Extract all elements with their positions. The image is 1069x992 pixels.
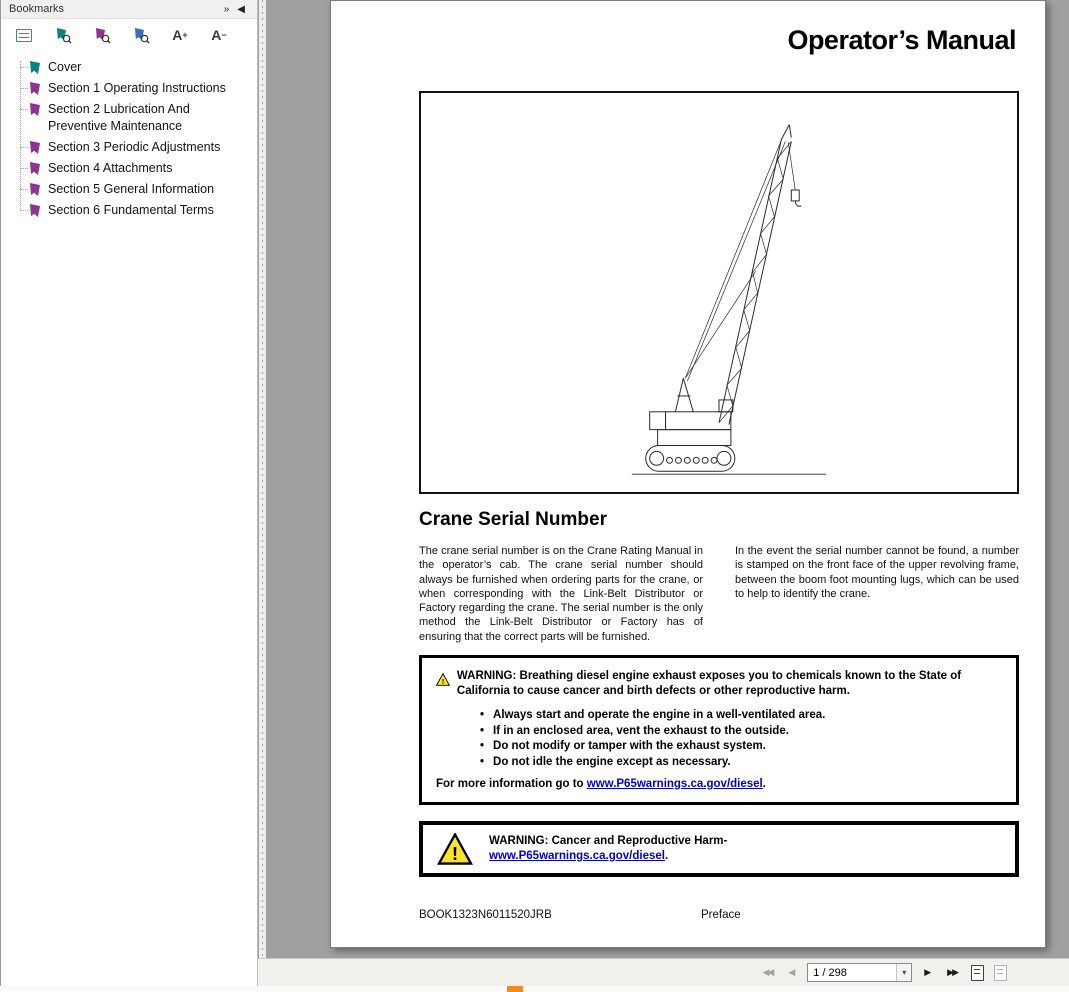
bullet-text: • Do not modify or tamper with the exhaust system. [493,740,766,752]
increase-text-size-button[interactable] [169,25,191,45]
bookmark-label: Section 5 General Information [48,182,215,196]
warning-triangle-icon [436,669,450,690]
pdf-page [330,0,1046,948]
teal-bookmark-find-icon [54,27,72,44]
bookmark-flag-icon [28,81,42,96]
bookmark-item-section-3[interactable] [1,137,253,158]
expand-panel-icon[interactable]: » [223,3,230,15]
decrease-text-label: A [211,27,222,43]
bookmark-label: Section 3 Periodic Adjustments [48,140,221,154]
warning-bullet [480,724,1002,740]
page-number-combobox [807,963,912,982]
bookmark-flag-icon [28,182,42,197]
taskbar-active-item[interactable] [507,986,523,992]
page-number-input[interactable] [808,964,896,981]
bookmark-item-section-4[interactable] [1,158,253,179]
book-number: BOOK1323N6011520JRB [419,909,552,921]
bookmark-label: Section 2 Lubrication And Preventive Maintenance [48,102,190,133]
p65-diesel-link[interactable]: www.P65warnings.ca.gov/diesel [586,778,763,790]
bookmark-label: Section 1 Operating Instructions [48,81,226,95]
blue-bookmark-icon [132,27,150,44]
more-info-prefix: For more information go to [436,778,587,790]
body-text-columns [419,544,1019,644]
continuous-view-icon[interactable] [994,965,1007,981]
increase-text-sup: + [182,29,188,40]
page-navigation-bar [258,958,1069,986]
bookmark-item-section-5[interactable] [1,179,253,200]
page-dropdown-caret-icon[interactable]: ▾ [896,964,911,981]
bookmark-item-section-6[interactable] [1,200,253,221]
p65-diesel-link-2[interactable]: www.P65warnings.ca.gov/diesel [489,850,665,862]
bookmark-item-cover[interactable] [1,57,253,78]
warning-bullet [480,708,1002,724]
decrease-text-sup: − [221,29,227,40]
more-info-line [436,778,1002,790]
bookmark-item-section-2[interactable] [1,99,253,137]
first-page-button[interactable]: ◀◀ [762,967,773,977]
bullet-text: • Always start and operate the engine in a well-ventilated area. [493,709,826,721]
preface-label: Preface [701,909,741,921]
bookmarks-panel-title: Bookmarks [9,3,65,15]
cancer-warning-box [419,821,1019,877]
bookmarks-toolbar [1,19,257,49]
warning-bullet-list [480,708,1002,770]
bookmark-label: Section 4 Attachments [48,161,173,175]
warning-bullet [480,739,1002,755]
bookmark-flag-icon [28,60,42,75]
bookmark-settings-button[interactable] [130,25,152,45]
bookmark-list [1,49,257,221]
warning-bullet [480,755,1002,771]
decrease-text-size-button[interactable] [208,25,230,45]
increase-text-label: A [172,27,183,43]
panel-options-icon [16,29,32,42]
crane-illustration [421,93,1017,492]
bookmark-flag-icon [28,140,42,155]
document-view-area [266,0,1069,958]
body-text-right-column: In the event the serial number cannot be found, a number is stamped on the front face of the upper revolving frame, between the boom foot mounting lugs, which can be used to help to identify the crane. [735,545,1019,600]
previous-page-button[interactable]: ◀ [788,967,796,977]
svg-text:!: ! [441,676,445,686]
bookmark-flag-icon [28,161,42,176]
bookmarks-panel [0,0,258,986]
section-heading: Crane Serial Number [419,509,607,530]
warning-triangle-icon [437,833,473,865]
page-title: Operator’s Manual [787,25,1016,55]
panel-options-button[interactable] [13,25,35,45]
svg-text:!: ! [451,843,459,865]
expand-current-bookmark-button[interactable] [52,25,74,45]
find-current-bookmark-button[interactable] [91,25,113,45]
more-info-suffix: . [762,778,766,790]
bookmark-flag-icon [28,102,42,117]
taskbar-sliver [0,986,1069,992]
warning2-suffix: . [664,850,669,862]
warning2-heading: WARNING: Cancer and Reproductive Harm- [489,835,728,847]
bookmarks-panel-header [1,0,257,19]
next-page-button[interactable]: ▶ [924,967,932,977]
crane-figure-frame [419,91,1019,494]
bullet-text: • Do not idle the engine except as necessary. [493,755,731,768]
bullet-text: • If in an enclosed area, vent the exhaust to the outside. [493,724,789,737]
collapse-panel-icon[interactable]: ◀ [237,3,245,15]
bookmark-flag-icon [28,203,42,218]
diesel-warning-box [419,655,1019,805]
body-text-left-column: The crane serial number is on the Crane Rating Manual in the operator’s cab. The crane serial number should always be furnished when ordering parts for the crane, or when corresponding with the Link-Belt Distributor or Factory regarding the crane. The serial number is the only method the Link-Belt Distributor or Factory has of ensuring that the correct parts will be furnished. [419,545,703,643]
warning-heading: WARNING: Breathing diesel engine exhaust exposes you to chemicals known to the State of California to cause cancer and birth defects or other reproductive harm. [456,670,962,697]
purple-bookmark-find-icon [93,27,111,44]
bookmark-label: Section 6 Fundamental Terms [48,203,214,217]
panel-splitter[interactable] [259,0,266,986]
bookmark-label: Cover [48,60,82,74]
single-page-view-icon[interactable] [971,965,984,981]
last-page-button[interactable]: ▶▶ [947,967,957,977]
bookmark-item-section-1[interactable] [1,78,253,99]
